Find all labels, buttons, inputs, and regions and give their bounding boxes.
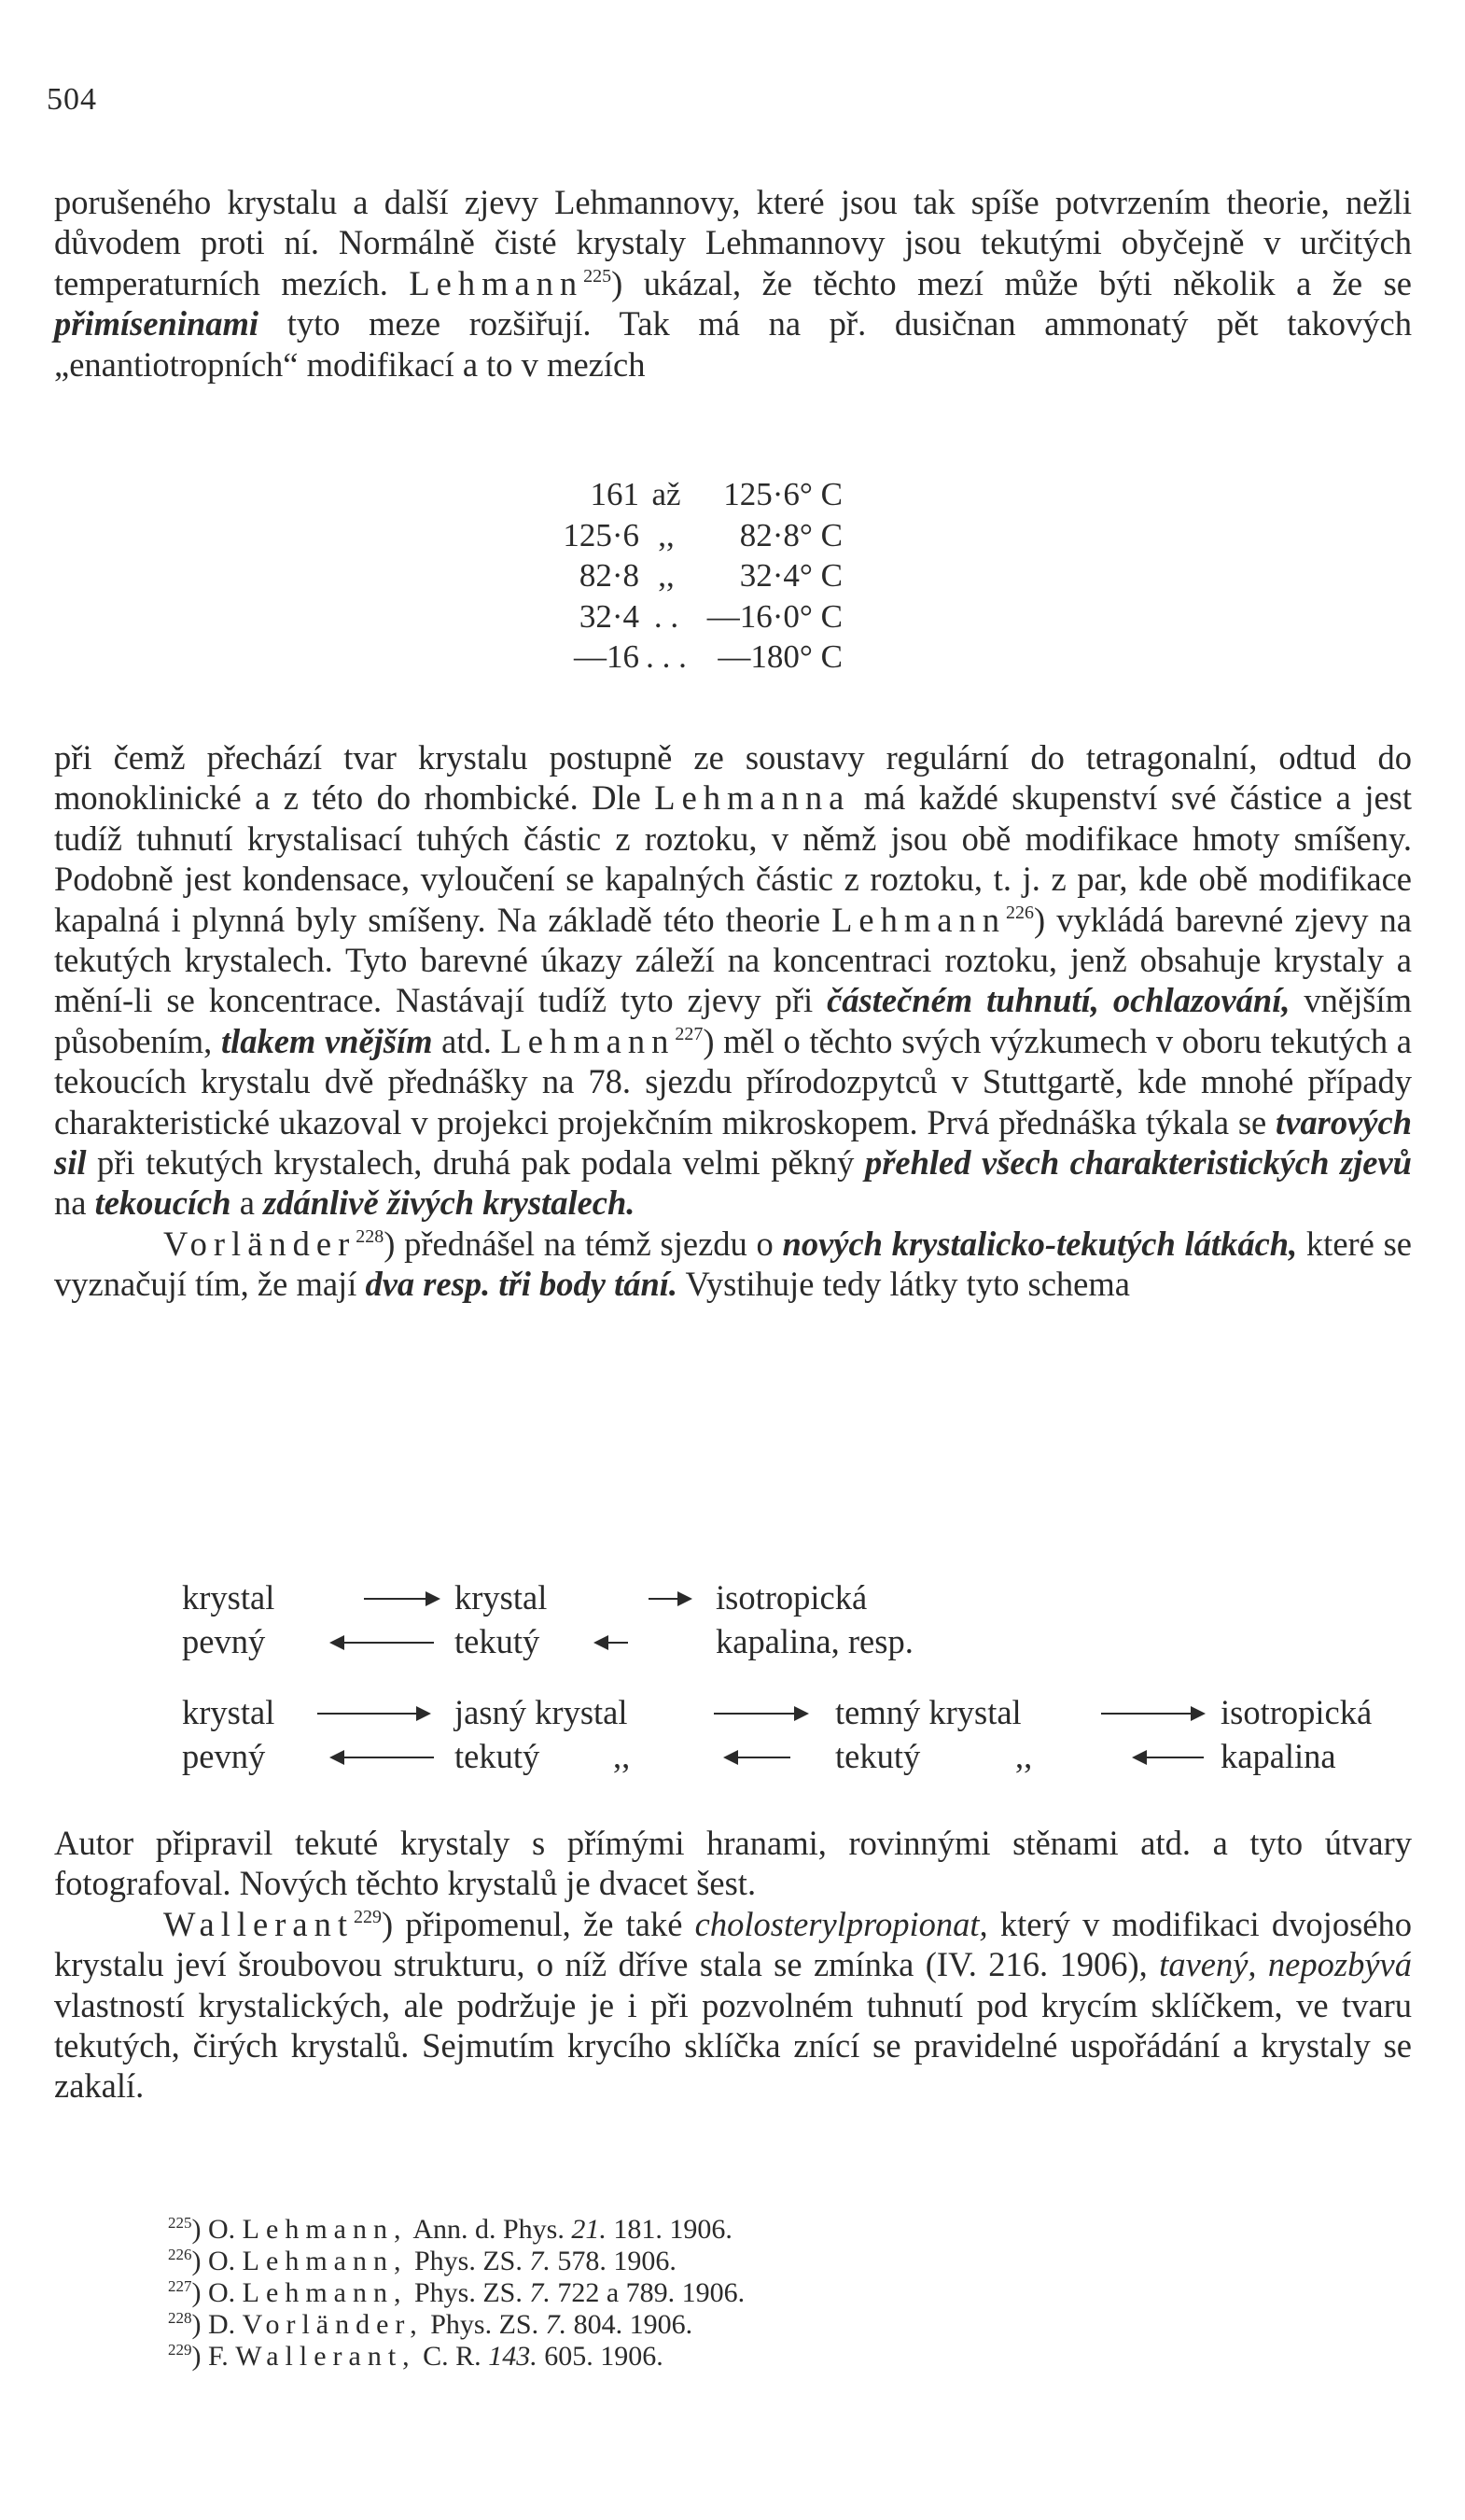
footnote-journal: Phys. ZS. — [413, 2277, 523, 2308]
footnote: $^{226}$) O. Lehmann, Phys. ZS. 7. 578. 1906. — [168, 2246, 677, 2276]
temp-from: —16 — [574, 638, 639, 675]
footnote-pages: 804. 1906. — [573, 2309, 693, 2340]
footnote-journal: Phys. ZS. — [413, 2246, 523, 2276]
schema-cell: tekutý — [454, 1737, 540, 1775]
temp-from: 125·6 — [563, 516, 639, 553]
emphasis-text: přehled všech charakteristických zjevů — [864, 1143, 1412, 1183]
footnote-journal: Phys. ZS. — [430, 2309, 539, 2340]
emphasis-text: tlakem vnějším — [220, 1021, 433, 1060]
footnote-journal: Ann. d. Phys. — [412, 2214, 565, 2245]
arrow-left-icon — [1134, 1757, 1204, 1758]
footnote-number: 229 — [168, 2341, 192, 2359]
footnote: $^{227}$) O. Lehmann, Phys. ZS. 7. 722 a 789. 1906. — [168, 2277, 746, 2308]
footnote-journal: C. R. — [423, 2341, 481, 2372]
footnote: $^{228}$) D. Vorländer, Phys. ZS. 7. 804. 1906. — [168, 2309, 693, 2340]
temp-to: 82·8° C — [739, 516, 843, 553]
footnote-initial: F. — [208, 2341, 229, 2372]
emphasis-text: částečném tuhnutí, ochlazování, — [827, 981, 1291, 1020]
temperature-row — [523, 555, 843, 596]
temp-to: —180° C — [718, 638, 843, 675]
emphasis-text: cholosterylpropionat, — [694, 1904, 988, 1943]
temp-sep: až — [651, 476, 681, 512]
text: Autor připravil tekuté krystaly s přímými hranami, rovinnými stěnami atd. a tyto útvary fotografoval. Nových těchto krystalů je dvacet šest. — [54, 1824, 1412, 1903]
temperature-table — [523, 474, 843, 678]
schema-cell: isotropická — [716, 1578, 868, 1617]
footnote-initial: O. — [208, 2277, 236, 2308]
text: má každé skupenství své částice a jest tudíž tuhnutí krystalisací tuhých částic z roztoku, v němž jsou obě modifikace hmoty smíšeny. Podobně jest kondensace, vyloučení se kapalných částic z roztoku, t. j. z par, kde obě modifikace kapalná i plynná byly smíšeny. Na základě této theorie — [54, 778, 1412, 939]
schema-cell: ,, — [613, 1737, 631, 1775]
temp-sep: . . — [653, 597, 679, 635]
footnote-ref: 225 — [583, 265, 612, 287]
schema-cell: temný krystal — [835, 1693, 1022, 1731]
temp-to: 125·6° C — [723, 476, 843, 512]
footnote: $^{225}$) O. Lehmann, Ann. d. Phys. 21. 181. 1906. — [168, 2214, 732, 2245]
footnote-author: Wallerant, — [235, 2341, 416, 2372]
footnote-number: 226 — [168, 2246, 192, 2263]
footnote-initial: O. — [208, 2214, 236, 2245]
arrow-right-icon — [364, 1598, 439, 1600]
emphasis-text: tvarových sil — [54, 1102, 1412, 1183]
schema-cell: tekutý — [454, 1622, 540, 1660]
arrow-left-icon — [331, 1642, 434, 1644]
arrow-right-icon — [317, 1713, 429, 1715]
text: které se vyznačují tím, že mají — [54, 1224, 1413, 1304]
schema-cell: krystal — [182, 1693, 275, 1731]
arrow-left-icon — [331, 1757, 434, 1758]
text: ) připomenul, že také — [381, 1904, 695, 1943]
text: Vystihuje tedy látky tyto schema — [677, 1265, 1130, 1304]
text: který v modifikaci dvojosého krystalu jeví šroubovou strukturu, o níž dříve stala se zmínka (IV. 216. 1906), — [54, 1904, 1412, 1984]
text: při čemž přechází tvar krystalu postupně ze soustavy regulární do tetragonalní, odtud do monoklinické a z této do rhombické. Dle — [54, 738, 1412, 818]
page-number: 504 — [47, 82, 97, 117]
footnote-pages: 181. 1906. — [613, 2214, 732, 2245]
schema-cell: kapalina, resp. — [716, 1622, 914, 1660]
emphasis-text: nových krystalicko-tekutých látkách, — [782, 1224, 1298, 1263]
text: tyto meze rozšiřují. Tak má na př. dusičnan ammonatý pět takových „enantiotropních“ modifikací a to v mezích — [54, 304, 1412, 384]
temp-sep: ,, — [658, 516, 675, 553]
schema-cell: kapalina — [1221, 1737, 1336, 1775]
footnote-number: 228 — [168, 2309, 192, 2327]
arrow-right-icon — [1101, 1713, 1204, 1715]
footnote-author: Lehmann, — [242, 2246, 408, 2276]
text: ) přednášel na témž sjezdu o — [384, 1224, 783, 1263]
temperature-row — [523, 637, 843, 678]
arrow-right-icon — [714, 1713, 807, 1715]
paragraph-4 — [54, 1823, 1412, 2107]
emphasis-text: tekoucích — [94, 1183, 231, 1223]
schema-cell: jasný krystal — [454, 1693, 628, 1731]
text: na — [54, 1183, 95, 1223]
emphasis-text: tavený, nepozbývá — [1159, 1945, 1412, 1984]
footnote-volume: 143. — [488, 2341, 537, 2372]
text: porušeného krystalu a další zjevy Lehmannovy, které jsou tak spíše potvrzením theorie, nežli důvodem proti ní. Normálně čisté krystaly Lehmannovy jsou tekutými obyčejně v určitých temperaturních mezích. — [54, 183, 1412, 302]
footnote-number: 225 — [168, 2214, 192, 2232]
footnote-number: 227 — [168, 2277, 192, 2295]
emphasis-text: zdánlivě živých krystalech. — [263, 1183, 635, 1223]
arrow-left-icon — [725, 1757, 790, 1758]
footnote-author: Lehmann, — [242, 2214, 408, 2245]
paragraph-1 — [54, 182, 1412, 385]
temp-from: 161 — [590, 476, 639, 512]
schema-cell: krystal — [182, 1578, 275, 1617]
temperature-row — [523, 515, 843, 556]
text: vlastností krystalických, ale podržuje je i při pozvolném tuhnutí pod krycím sklíčkem, ve tvaru tekutých, čirých krystalů. Sejmutím krycího sklíčka znící se pravidelné uspořádání a krystaly se zakalí. — [54, 1985, 1412, 2106]
text: ) vykládá barevné zjevy na tekutých krystalech. Tyto barevné úkazy záleží na koncentraci roztoku, jenž obsahuje krystaly a mění-li se koncentrace. Nastávají tudíž tyto zjevy při — [54, 900, 1412, 1020]
temperature-row — [523, 596, 843, 637]
footnote-author: Lehmann, — [242, 2277, 408, 2308]
paragraph-2 — [54, 737, 1412, 1305]
footnote-ref: 228 — [356, 1225, 384, 1247]
schema-cell: pevný — [182, 1622, 266, 1660]
schema-cell: ,, — [1015, 1737, 1033, 1775]
text: atd. — [432, 1021, 501, 1060]
footnote-volume: 21. — [571, 2214, 607, 2245]
temp-from: 82·8 — [579, 557, 639, 594]
footnote-volume: 7. — [529, 2277, 551, 2308]
footnote-volume: 7. — [545, 2309, 567, 2340]
emphasis-text: dva resp. tři body tání. — [365, 1265, 678, 1304]
text: ) ukázal, že těchto mezí může býti několik a že se — [611, 263, 1412, 302]
footnote-initial: D. — [208, 2309, 236, 2340]
text: vnějším působením, — [54, 981, 1413, 1060]
author-name: Lehmann — [409, 263, 584, 302]
temp-sep: ,, — [658, 557, 675, 594]
footnote: $^{229}$) F. Wallerant, C. R. 143. 605. 1906. — [168, 2341, 663, 2372]
temp-to: 32·4° C — [739, 557, 843, 594]
author-name: Lehmann — [831, 900, 1006, 939]
footnote-pages: 578. 1906. — [557, 2246, 677, 2276]
schema-cell: pevný — [182, 1737, 266, 1775]
author-name: Wallerant — [163, 1904, 354, 1943]
emphasis-text: přimíseninami — [54, 304, 259, 343]
text: ) měl o těchto svých výzkumech v oboru tekutých a tekoucích krystalu dvě přednášky na 78. sjezdu přírodozpytců v Stuttgartě, kde mnohé případy charakteristické ukazoval v projekci projekčním mikroskopem. Prvá přednáška týkala se — [54, 1021, 1413, 1141]
footnote-author: Vorländer, — [242, 2309, 424, 2340]
arrow-right-icon — [649, 1598, 691, 1600]
footnote-pages: 605. 1906. — [544, 2341, 663, 2372]
schema-cell: tekutý — [835, 1737, 921, 1775]
footnote-ref: 226 — [1005, 902, 1034, 923]
text: a — [230, 1183, 264, 1223]
author-name: Lehmanna — [654, 778, 851, 818]
temp-sep: . . . — [646, 638, 687, 675]
footnote-ref: 229 — [353, 1906, 382, 1927]
schema-1-row-1 — [182, 1577, 1302, 1617]
footnotes — [168, 2214, 745, 2373]
author-name: Lehmann — [500, 1021, 676, 1060]
footnote-volume: 7. — [529, 2246, 551, 2276]
footnote-ref: 227 — [675, 1023, 704, 1044]
temperature-row — [523, 474, 843, 515]
footnote-pages: 722 a 789. 1906. — [557, 2277, 746, 2308]
schema-cell: isotropická — [1221, 1693, 1373, 1731]
schema-cell: krystal — [454, 1578, 548, 1617]
temp-to: —16·0° C — [706, 597, 843, 635]
footnote-initial: O. — [208, 2246, 236, 2276]
temp-from: 32·4 — [579, 597, 639, 635]
text: při tekutých krystalech, druhá pak podala velmi pěkný — [86, 1143, 865, 1183]
arrow-left-icon — [595, 1642, 628, 1644]
author-name: Vorländer — [163, 1224, 356, 1263]
